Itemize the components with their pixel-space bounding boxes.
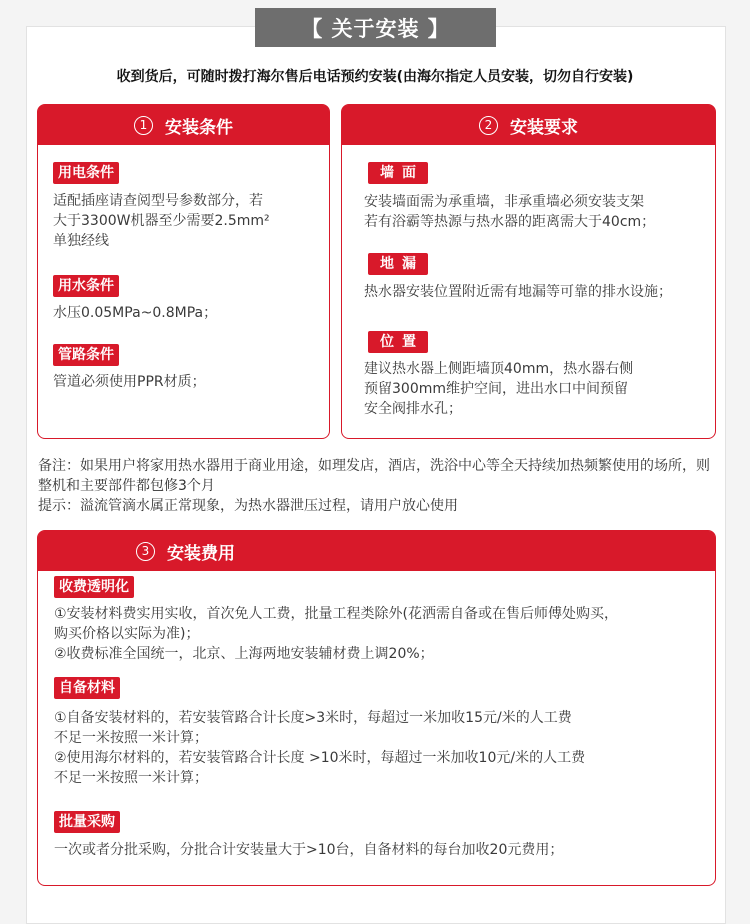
section-text: 热水器安装位置附近需有地漏等可靠的排水设施； [364, 284, 672, 300]
section-tag: 用水条件 [53, 275, 119, 297]
installation-requirements-card [341, 104, 716, 439]
card-header [342, 105, 715, 145]
remark-note: 备注：如果用户将家用热水器用于商业用途，如理发店，酒店，洗浴中心等全天持续加热频繁使用的场所，则整机和主要部件都包修3个月 [38, 458, 710, 494]
section-tag: 收费透明化 [54, 576, 134, 598]
section-tag: 用电条件 [53, 162, 119, 184]
card-header [38, 105, 329, 145]
section-text: 水压0.05MPa~0.8MPa； [53, 305, 218, 321]
card-title: 安装费用 [167, 543, 235, 564]
card-title: 安装条件 [165, 117, 233, 138]
section-text: 安装墙面需为承重墙，非承重墙必须安装支架 若有浴霸等热源与热水器的距离需大于40cm； [364, 194, 656, 230]
section-text: ①自备安装材料的，若安装管路合计长度>3米时，每超过一米加收15元/米的人工费 不足一米按照一米计算； ②使用海尔材料的，若安装管路合计长度 >10米时，每超过一米加收10元/米的人工费 不足一米按照一米计算； [54, 710, 586, 786]
card-header [38, 531, 715, 571]
intro-text: 收到货后，可随时拨打海尔售后电话预约安装(由海尔指定人员安装，切勿自行安装) [116, 69, 634, 85]
section-text: 适配插座请查阅型号参数部分，若 大于3300W机器至少需要2.5mm² 单独经线 [53, 193, 270, 249]
installation-conditions-card [37, 104, 330, 439]
page-title: 【 关于安装 】 [255, 8, 496, 47]
section-text: 建议热水器上侧距墙顶40mm，热水器右侧 预留300mm维护空间，进出水口中间预留 安全阀排水孔； [364, 361, 634, 417]
section-text: 一次或者分批采购，分批合计安装量大于>10台，自备材料的每台加收20元费用； [54, 842, 564, 858]
section-tag: 批量采购 [54, 811, 120, 833]
step-number-badge: 2 [479, 116, 498, 135]
step-number-badge: 1 [134, 116, 153, 135]
section-tag: 自备材料 [54, 677, 120, 699]
step-number-badge: 3 [136, 542, 155, 561]
section-tag: 地漏 [368, 253, 428, 275]
installation-fees-card [37, 530, 716, 886]
section-tag: 管路条件 [53, 344, 119, 366]
section-text: ①安装材料费实用实收，首次免人工费，批量工程类除外(花洒需自备或在售后师傅处购买， 购买价格以实际为准)； ②收费标准全国统一，北京、上海两地安装辅材费上调20%； [54, 606, 619, 662]
tip-note: 提示：溢流管滴水属正常现象，为热水器泄压过程，请用户放心使用 [38, 498, 458, 514]
section-tag: 位置 [368, 331, 428, 353]
card-title: 安装要求 [510, 117, 578, 138]
section-tag: 墙面 [368, 162, 428, 184]
section-text: 管道必须使用PPR材质； [53, 374, 206, 390]
